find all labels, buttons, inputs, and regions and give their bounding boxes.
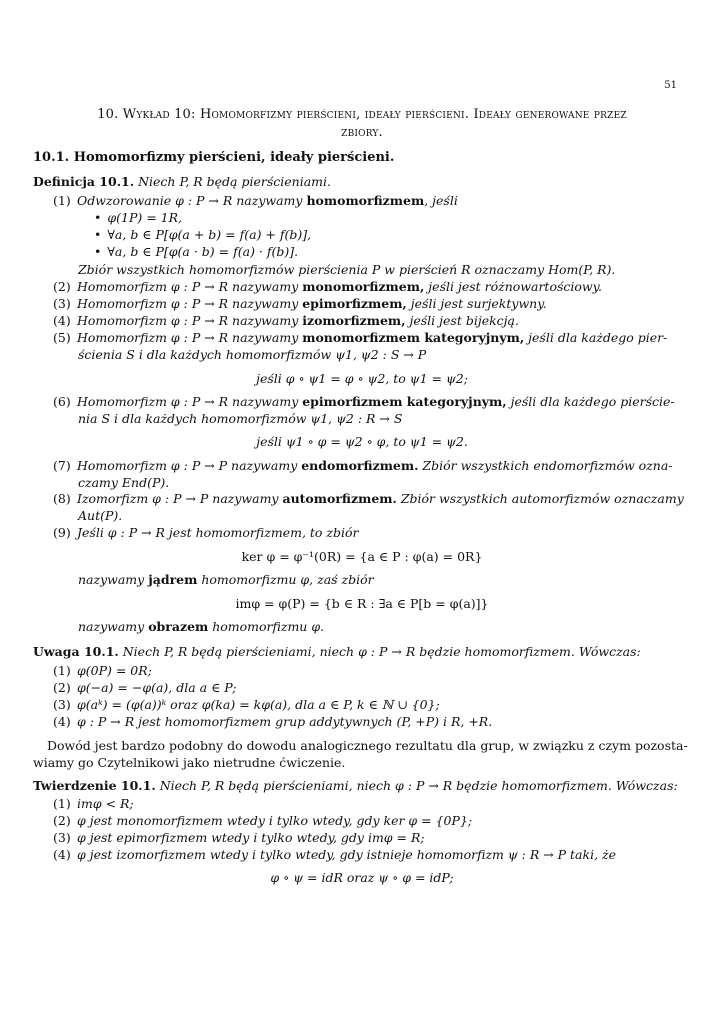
- item-number: (3): [53, 830, 71, 845]
- item-text-end: jeśli dla każdego pierście-: [506, 394, 675, 409]
- item-text: Homomorfizm φ : P → P nazywamy: [77, 458, 302, 473]
- kernel-naming: [78, 572, 374, 588]
- item-text: Odwzorowanie φ : P → R nazywamy: [77, 193, 307, 208]
- definition-intro: Niech P, R będą pierścieniami.: [138, 174, 331, 189]
- formula-isomorphism: φ ∘ ψ = idR oraz ψ ∘ φ = idP;: [270, 870, 454, 885]
- hom-set-note: Zbiór wszystkich homomorfizmów pierścienia P w pierścień R oznaczamy Hom(P, R).: [78, 262, 616, 277]
- theorem-item-1: [53, 796, 134, 812]
- remark-item-4: [53, 714, 492, 730]
- chapter-title-line1: 10. Wykład 10: Homomorfizmy pierścieni, ideały pierścieni. Ideały generowane przez: [97, 107, 627, 122]
- item-text: imφ < R;: [77, 796, 134, 811]
- item-number: (6): [53, 394, 71, 409]
- bullet-text: ∀a, b ∈ P[φ(a · b) = f(a) · f(b)].: [107, 244, 299, 259]
- proof-note-line2: wiamy go Czytelnikowi jako nietrudne ćwiczenie.: [33, 755, 346, 770]
- item-text: nazywamy: [78, 572, 149, 587]
- theorem-intro: Niech P, R będą pierścieniami, niech φ : P → R będzie homomorfizmem. Wówczas:: [159, 778, 678, 793]
- item-number: (3): [53, 296, 71, 311]
- bullet-text: φ(1P) = 1R,: [107, 210, 183, 225]
- item-number: (4): [53, 847, 71, 862]
- theorem-item-4: [53, 847, 616, 863]
- definition-item-5: [53, 330, 667, 346]
- bullet-2: [94, 227, 311, 243]
- definition-item-8: [53, 491, 684, 507]
- item-term: monomorfizmem kategoryjnym,: [302, 330, 525, 345]
- item-number: (9): [53, 525, 71, 540]
- item-text: Jeśli φ : P → R jest homomorfizmem, to zbiór: [77, 525, 359, 540]
- item-text: φ : P → R jest homomorfizmem grup addytywnych (P, +P) i R, +R.: [77, 714, 493, 729]
- item-text-end: homomorfizmu φ.: [208, 619, 325, 634]
- definition-item-6-cont: nia S i dla każdych homomorfizmów ψ1, ψ2 : R → S: [78, 411, 403, 426]
- definition-item-9: [53, 525, 359, 541]
- theorem-item-2: [53, 813, 472, 829]
- item-number: (4): [53, 714, 71, 729]
- definition-item-7: [53, 458, 673, 474]
- item-number: (1): [53, 796, 71, 811]
- item-text-end: , jeśli: [424, 193, 458, 208]
- item-text: φ jest epimorfizmem wtedy i tylko wtedy, gdy imφ = R;: [77, 830, 425, 845]
- chapter-title-line2: zbiory.: [341, 125, 383, 140]
- item-text: Homomorfizm φ : P → R nazywamy: [77, 394, 303, 409]
- item-text-end: homomorfizmu φ, zaś zbiór: [197, 572, 374, 587]
- bullet-1: [94, 210, 182, 226]
- item-text-end: jeśli jest surjektywny.: [406, 296, 547, 311]
- item-number: (2): [53, 279, 71, 294]
- item-text: φ(−a) = −φ(a), dla a ∈ P;: [77, 680, 237, 695]
- item-number: (2): [53, 813, 71, 828]
- definition-item-2: [53, 279, 602, 295]
- bullet-3: [94, 244, 298, 260]
- theorem-heading: [33, 778, 678, 794]
- formula-image: imφ = φ(P) = {b ∈ R : ∃a ∈ P[b = φ(a)]}: [235, 596, 489, 611]
- item-text: Homomorfizm φ : P → R nazywamy: [77, 279, 303, 294]
- remark-heading: [33, 644, 641, 660]
- remark-item-3: [53, 697, 440, 713]
- theorem-item-3: [53, 830, 425, 846]
- item-number: (8): [53, 491, 71, 506]
- formula-kernel: ker φ = φ⁻¹(0R) = {a ∈ P : φ(a) = 0R}: [241, 549, 483, 564]
- bullet-icon: •: [94, 244, 102, 259]
- item-text: Homomorfizm φ : P → R nazywamy: [77, 296, 303, 311]
- definition-item-5-cont: ścienia S i dla każdych homomorfizmów ψ1, ψ2 : S → P: [78, 347, 427, 362]
- item-number: (5): [53, 330, 71, 345]
- remark-item-1: [53, 663, 152, 679]
- chapter-title: [36, 106, 688, 142]
- item-term: obrazem: [148, 619, 209, 634]
- item-number: (3): [53, 697, 71, 712]
- item-text-end: Zbiór wszystkich automorfizmów oznaczamy: [396, 491, 684, 506]
- bullet-icon: •: [94, 227, 102, 242]
- item-text: φ(aᵏ) = (φ(a))ᵏ oraz φ(ka) = kφ(a), dla a ∈ P, k ∈ ℕ ∪ {0};: [77, 697, 440, 712]
- item-term: automorfizmem.: [282, 491, 397, 506]
- item-term: homomorfizmem: [306, 193, 425, 208]
- item-text: Homomorfizm φ : P → R nazywamy: [77, 330, 303, 345]
- formula-categorical-epi: jeśli ψ1 ∘ φ = ψ2 ∘ φ, to ψ1 = ψ2.: [256, 434, 468, 449]
- item-text: Izomorfizm φ : P → P nazywamy: [77, 491, 283, 506]
- definition-item-7-cont: czamy End(P).: [78, 475, 170, 490]
- page-number: 51: [664, 80, 677, 91]
- remark-item-2: [53, 680, 237, 696]
- proof-note-line1: Dowód jest bardzo podobny do dowodu analogicznego rezultatu dla grup, w związku z czym pozosta-: [47, 738, 688, 753]
- definition-item-3: [53, 296, 547, 312]
- item-text: φ jest izomorfizmem wtedy i tylko wtedy, gdy istnieje homomorfizm ψ : R → P taki, że: [77, 847, 617, 862]
- item-text-end: jeśli jest bijekcją.: [405, 313, 519, 328]
- remark-intro: Niech P, R będą pierścieniami, niech φ : P → R będzie homomorfizmem. Wówczas:: [122, 644, 641, 659]
- item-number: (1): [53, 193, 71, 208]
- item-text: Homomorfizm φ : P → R nazywamy: [77, 313, 303, 328]
- item-term: endomorfizmem.: [301, 458, 419, 473]
- item-text: φ jest monomorfizmem wtedy i tylko wtedy, gdy ker φ = {0P};: [77, 813, 473, 828]
- definition-item-1: [53, 193, 458, 209]
- item-number: (4): [53, 313, 71, 328]
- image-naming: [78, 619, 324, 635]
- item-number: (2): [53, 680, 71, 695]
- formula-categorical-mono: jeśli φ ∘ ψ1 = φ ∘ ψ2, to ψ1 = ψ2;: [256, 371, 468, 386]
- definition-label: Definicja 10.1.: [33, 174, 135, 189]
- item-text: nazywamy: [78, 619, 149, 634]
- remark-label: Uwaga 10.1.: [33, 644, 119, 659]
- definition-item-8-cont: Aut(P).: [78, 508, 123, 523]
- definition-item-6: [53, 394, 675, 410]
- item-term: epimorfizmem,: [302, 296, 407, 311]
- item-text-end: jeśli dla każdego pier-: [524, 330, 668, 345]
- bullet-text: ∀a, b ∈ P[φ(a + b) = f(a) + f(b)],: [107, 227, 312, 242]
- item-text-end: Zbiór wszystkich endomorfizmów ozna-: [418, 458, 673, 473]
- item-term: izomorfizmem,: [302, 313, 406, 328]
- item-number: (1): [53, 663, 71, 678]
- section-title: 10.1. Homomorfizmy pierścieni, ideały pierścieni.: [33, 150, 395, 165]
- item-text: φ(0P) = 0R;: [77, 663, 152, 678]
- bullet-icon: •: [94, 210, 102, 225]
- item-term: monomorfizmem,: [302, 279, 425, 294]
- theorem-label: Twierdzenie 10.1.: [33, 778, 156, 793]
- item-term: jądrem: [148, 572, 198, 587]
- item-number: (7): [53, 458, 71, 473]
- item-text-end: jeśli jest różnowartościowy.: [424, 279, 602, 294]
- item-term: epimorfizmem kategoryjnym,: [302, 394, 507, 409]
- definition-item-4: [53, 313, 519, 329]
- definition-heading: [33, 174, 331, 190]
